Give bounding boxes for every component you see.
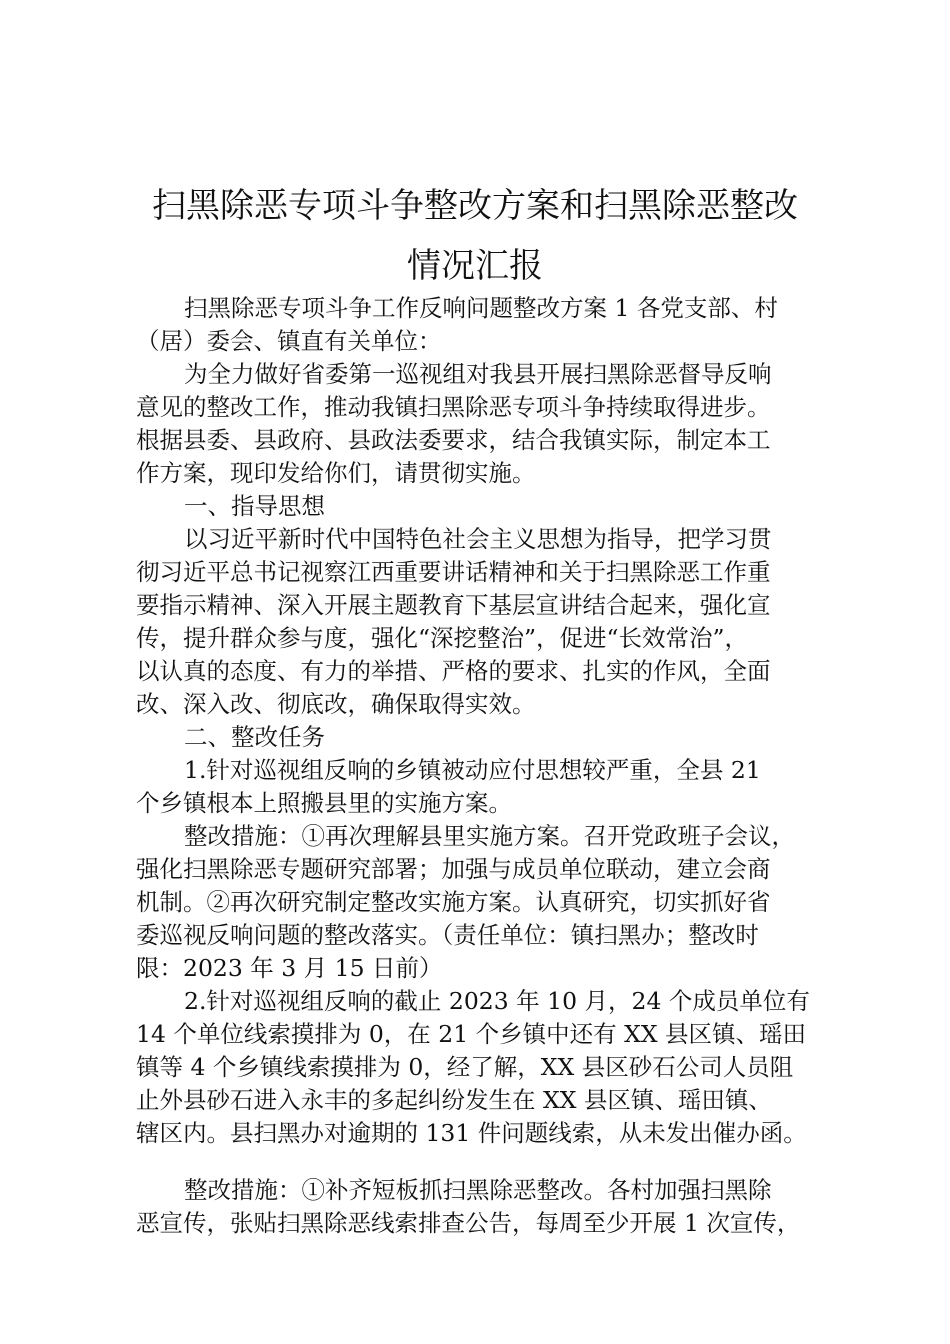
body-line: 传，提升群众参与度，强化“深挖整治”，促进“长效常治”， [136,624,749,652]
body-line: 为全力做好省委第一巡视组对我县开展扫黑除恶督导反响 [184,360,772,388]
body-line: 镇等 4 个乡镇线索摸排为 0，经了解，XX 县区砂石公司人员阻 [136,1053,794,1081]
body-line: 个乡镇根本上照搬县里的实施方案。 [136,789,512,817]
document-title-line-1: 扫黑除恶专项斗争整改方案和扫黑除恶整改 [152,186,798,226]
section-heading: 一、指导思想 [184,492,325,520]
body-line: 扫黑除恶专项斗争工作反响问题整改方案 1 各党支部、村 [184,294,778,322]
body-line: 强化扫黑除恶专题研究部署；加强与成员单位联动，建立会商 [136,855,771,883]
body-line: 机制。②再次研究制定整改实施方案。认真研究，切实抓好省 [136,888,771,916]
body-line: 整改措施：①再次理解县里实施方案。召开党政班子会议， [184,822,795,850]
body-line: 要指示精神、深入开展主题教育下基层宣讲结合起来，强化宣 [136,591,771,619]
document-title-line-2: 情况汇报 [407,246,543,286]
body-line: 改、深入改、彻底改，确保取得实效。 [136,690,536,718]
body-line: （居）委会、镇直有关单位： [136,327,442,355]
paragraph-gap [136,1150,840,1174]
body-line: 彻习近平总书记视察江西重要讲话精神和关于扫黑除恶工作重 [136,558,771,586]
body-line: 1.针对巡视组反响的乡镇被动应付思想较严重，全县 21 [184,756,761,784]
body-line: 恶宣传，张贴扫黑除恶线索排查公告，每周至少开展 1 次宣传， [136,1209,801,1237]
body-line: 止外县砂石进入永丰的多起纠纷发生在 XX 县区镇、瑶田镇、 [136,1086,772,1114]
body-line: 2.针对巡视组反响的截止 2023 年 10 月，24 个成员单位有 [184,987,810,1015]
body-line: 以认真的态度、有力的举措、严格的要求、扎实的作风，全面 [136,657,771,685]
body-line: 限：2023 年 3 月 15 日前） [136,954,443,982]
body-line: 整改措施：①补齐短板抓扫黑除恶整改。各村加强扫黑除 [184,1176,772,1204]
body-line: 意见的整改工作，推动我镇扫黑除恶专项斗争持续取得进步。 [136,393,771,421]
body-line: 以习近平新时代中国特色社会主义思想为指导，把学习贯 [184,525,772,553]
body-line: 作方案，现印发给你们，请贯彻实施。 [136,459,536,487]
body-line: 委巡视反响问题的整改落实。（责任单位：镇扫黑办；整改时 [136,921,759,949]
document-body [136,292,840,1240]
body-line: 根据县委、县政府、县政法委要求，结合我镇实际，制定本工 [136,426,771,454]
body-line: 14 个单位线索摸排为 0，在 21 个乡镇中还有 XX 县区镇、瑶田 [136,1020,807,1048]
section-heading: 二、整改任务 [184,723,325,751]
body-line: 辖区内。县扫黑办对逾期的 131 件问题线索，从未发出催办函。 [136,1119,807,1147]
